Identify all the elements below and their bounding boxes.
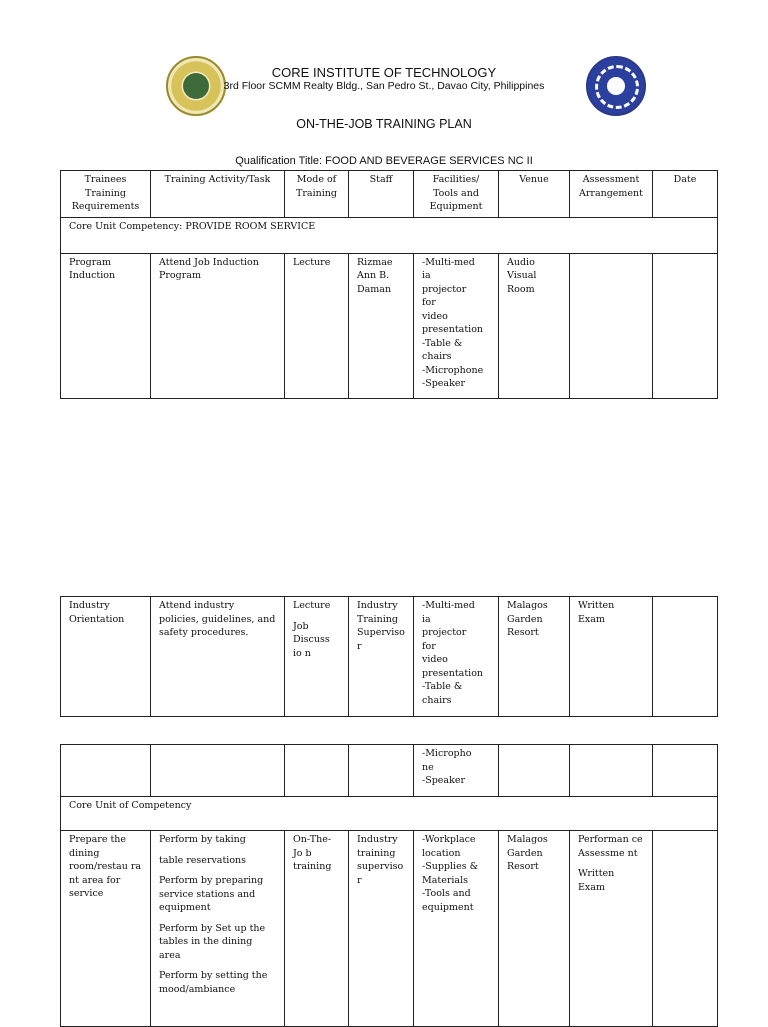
activity-line: Perform by taking	[159, 834, 246, 845]
table-row	[61, 831, 718, 1027]
header-requirements: Trainees Training Requirements	[61, 171, 151, 218]
activity-cell: Attend industry policies, guidelines, and safety procedures.	[151, 597, 285, 717]
date-cell	[653, 253, 718, 398]
venue-cell: Audio Visual Room	[499, 253, 570, 398]
facility-line: -Microphone	[422, 364, 484, 376]
facility-line: -Speaker	[422, 775, 466, 786]
header-date: Date	[653, 171, 718, 218]
activity-line: table reservations	[159, 854, 247, 866]
staff-cell: Industry Training Supervisor	[349, 597, 414, 717]
facility-line: -Table &	[422, 681, 463, 692]
facility-line: ia	[422, 613, 431, 625]
date-cell	[653, 597, 718, 717]
facility-line: chairs	[422, 351, 452, 362]
facilities-cell	[414, 253, 499, 398]
table-row	[61, 597, 718, 717]
activity-line: Perform by preparing service stations and equipment	[159, 875, 264, 913]
facility-line: video	[422, 654, 448, 665]
mode-cell: On-The-Jo b training	[285, 831, 349, 1027]
facilities-cell	[414, 597, 499, 717]
facility-line: -Table &	[422, 337, 463, 349]
mode-cell: Lecture	[285, 253, 349, 398]
qualification-title: Qualification Title: FOOD AND BEVERAGE SERVICES NC II	[235, 155, 533, 167]
institution-name: CORE INSTITUTE OF TECHNOLOGY	[271, 65, 497, 80]
requirement-cell: Prepare the dining room/restau ra nt area for service	[61, 831, 151, 1027]
facility-line: -Micropho	[422, 748, 472, 759]
facility-line: for	[422, 297, 436, 308]
continuation-row	[61, 745, 718, 797]
facility-line: -Speaker	[422, 378, 466, 389]
mode-cell	[285, 597, 349, 717]
facility-line: presentation	[422, 324, 484, 335]
activity-line: Perform by Set up the tables in the dining area	[159, 922, 266, 961]
facility-line: for	[422, 640, 436, 652]
staff-cell: Rizmae Ann B. Daman	[349, 253, 414, 398]
header-assessment: Assessment Arrangement	[570, 171, 653, 218]
venue-cell: Malagos Garden Resort	[499, 597, 570, 717]
facility-line: ne	[422, 761, 434, 773]
facility-line: -Workplace location	[422, 834, 476, 859]
competency-label: Core Unit Competency: PROVIDE ROOM SERVICE	[61, 217, 718, 253]
assessment-line: Performan ce Assessme nt	[578, 834, 643, 859]
facility-line: presentation	[422, 667, 484, 679]
institution-address: 3rd Floor SCMM Realty Bldg., San Pedro St., Davao City, Philippines	[223, 80, 545, 92]
assessment-cell: Written Exam	[570, 597, 653, 717]
facility-line: -Tools and equipment	[422, 888, 474, 913]
activity-cell: Attend Job Induction Program	[151, 253, 285, 398]
mode-line: Lecture	[293, 600, 331, 611]
date-cell	[653, 831, 718, 1027]
training-plan-table-2	[60, 596, 718, 717]
facilities-cell	[414, 831, 499, 1027]
facility-line: chairs	[422, 694, 452, 706]
competency-label: Core Unit of Competency	[61, 797, 718, 831]
facility-line: -Multi-med	[422, 256, 475, 268]
assessment-cell	[570, 253, 653, 398]
activity-line: Perform by setting the mood/ambiance	[159, 970, 268, 995]
facility-line: projector	[422, 627, 467, 638]
facility-line: -Multi-med	[422, 600, 475, 611]
plan-title: ON-THE-JOB TRAINING PLAN	[296, 117, 472, 131]
assessment-cell	[570, 831, 653, 1027]
competency-row	[61, 797, 718, 831]
header-venue: Venue	[499, 171, 570, 218]
training-plan-table-3	[60, 744, 718, 1027]
assessment-line: Written Exam	[578, 868, 615, 893]
competency-row	[61, 217, 718, 253]
table-header-row	[61, 171, 718, 218]
facility-line: -Supplies & Materials	[422, 861, 479, 886]
facility-line: video	[422, 310, 448, 322]
header-mode: Mode of Training	[285, 171, 349, 218]
staff-cell: Industry training supervisor	[349, 831, 414, 1027]
venue-cell: Malagos Garden Resort	[499, 831, 570, 1027]
header-facilities: Facilities/ Tools and Equipment	[414, 171, 499, 218]
header-staff: Staff	[349, 171, 414, 218]
mode-line: Job Discuss io n	[293, 620, 330, 659]
header-activity: Training Activity/Task	[151, 171, 285, 218]
training-plan-table-1	[60, 170, 718, 399]
requirement-cell: Industry Orientation	[61, 597, 151, 717]
facilities-cell	[414, 745, 499, 797]
activity-cell	[151, 831, 285, 1027]
facility-line: projector	[422, 283, 467, 295]
table-row	[61, 253, 718, 398]
facility-line: ia	[422, 270, 431, 281]
requirement-cell: Program Induction	[61, 253, 151, 398]
